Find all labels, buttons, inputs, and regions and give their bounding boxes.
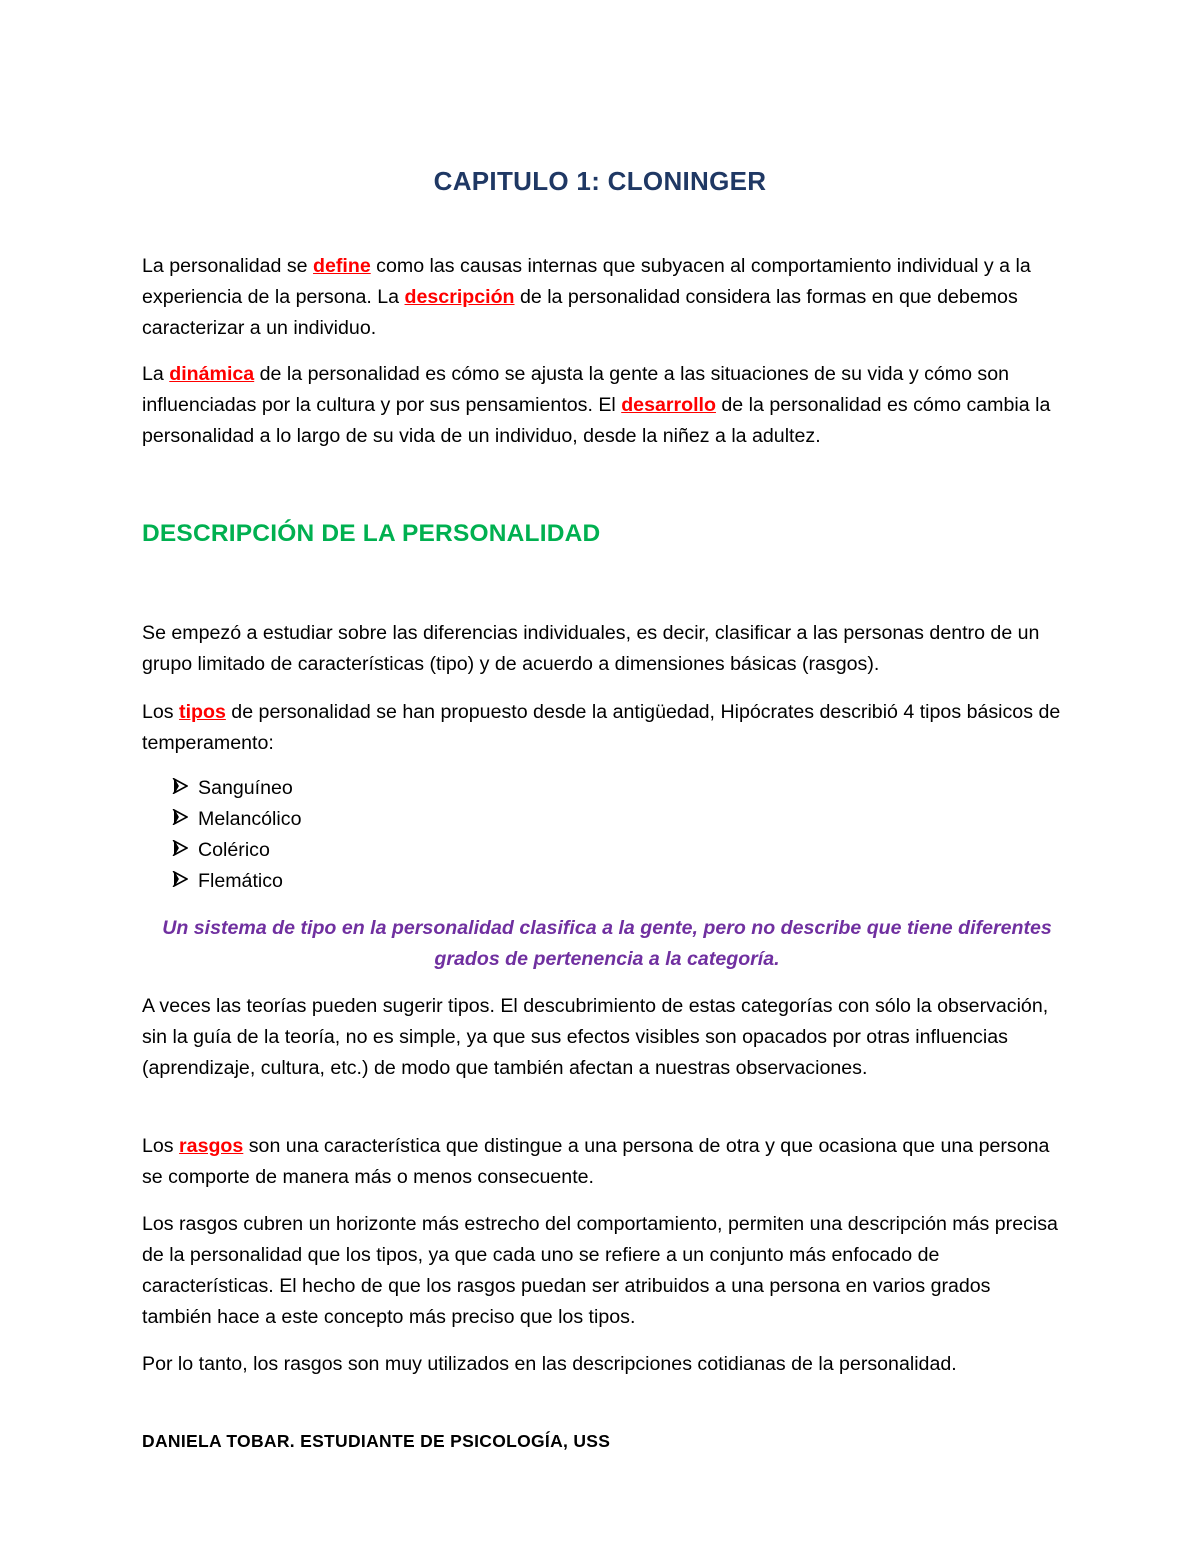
list-item <box>172 773 301 804</box>
paragraph-individual-differences: Se empezó a estudiar sobre las diferencias individuales, es decir, clasificar a las personas dentro de un grupo limitado de características (tipo) y de acuerdo a dimensiones básicas (rasgos). <box>142 622 1040 675</box>
keyword-tipos: tipos <box>179 701 226 723</box>
keyword-dinamica: dinámica <box>169 363 255 385</box>
paragraph-definition <box>142 251 1062 344</box>
list-item-label: Melancólico <box>198 808 302 830</box>
list-item-label: Sanguíneo <box>198 777 293 799</box>
text: Los <box>142 701 180 723</box>
text: como las causas internas que subyacen al comportamiento individual y a la experiencia de la persona. La <box>142 255 1031 308</box>
text: de personalidad se han propuesto desde la antigüedad, Hipócrates describió 4 tipos básicos de temperamento: <box>142 701 1061 754</box>
list-item-label: Flemático <box>198 870 283 892</box>
list-item <box>172 835 301 866</box>
keyword-descripcion: descripción <box>404 286 515 308</box>
temperament-list <box>172 773 301 897</box>
text: La personalidad se <box>142 255 314 277</box>
keyword-desarrollo: desarrollo <box>621 394 716 416</box>
paragraph-traits <box>142 1131 1062 1193</box>
text: de la personalidad considera las formas en que debemos caracterizar a un individuo. <box>142 286 1018 339</box>
list-item <box>172 866 301 897</box>
arrowhead-bullet-icon <box>172 835 198 866</box>
text: de la personalidad es cómo se ajusta la gente a las situaciones de su vida y cómo son influenciadas por la cultura y por sus pensamientos. El <box>142 363 1010 416</box>
arrowhead-bullet-icon <box>172 804 198 835</box>
text: de la personalidad es cómo cambia la personalidad a lo largo de su vida de un individuo, desde la niñez a la adultez. <box>142 394 1051 447</box>
highlight-quote: Un sistema de tipo en la personalidad clasifica a la gente, pero no describe que tiene diferentes grados de pertenencia a la categoría. <box>162 917 1052 970</box>
keyword-rasgos: rasgos <box>179 1135 244 1157</box>
page-title: CAPITULO 1: CLONINGER <box>433 166 767 196</box>
text: son una característica que distingue a una persona de otra y que ocasiona que una persona se comporte de manera más o menos consecuente. <box>142 1135 1050 1188</box>
paragraph-conclusion: Por lo tanto, los rasgos son muy utilizados en las descripciones cotidianas de la personalidad. <box>142 1353 957 1375</box>
arrowhead-bullet-icon <box>172 866 198 897</box>
section-heading: DESCRIPCIÓN DE LA PERSONALIDAD <box>142 520 601 547</box>
keyword-define: define <box>313 255 371 277</box>
text: Los <box>142 1135 180 1157</box>
paragraph-traits-precision: Los rasgos cubren un horizonte más estrecho del comportamiento, permiten una descripción más precisa de la personalidad que los tipos, ya que cada uno se refiere a un conjunto más enfocado de características. El hecho de que los rasgos puedan ser atribuidos a una persona en varios grados también hace a este concepto más preciso que los tipos. <box>142 1213 1058 1328</box>
arrowhead-bullet-icon <box>172 773 198 804</box>
list-item <box>172 804 301 835</box>
paragraph-theories: A veces las teorías pueden sugerir tipos. El descubrimiento de estas categorías con sólo la observación, sin la guía de la teoría, no es simple, ya que sus efectos visibles son opacados por otras influencias (aprendizaje, cultura, etc.) de modo que también afectan a nuestras observaciones. <box>142 995 1049 1079</box>
text: La <box>142 363 170 385</box>
list-item-label: Colérico <box>198 839 270 861</box>
paragraph-types <box>142 697 1062 759</box>
paragraph-dynamics <box>142 359 1062 452</box>
author-footer: DANIELA TOBAR. ESTUDIANTE DE PSICOLOGÍA, USS <box>142 1431 611 1451</box>
